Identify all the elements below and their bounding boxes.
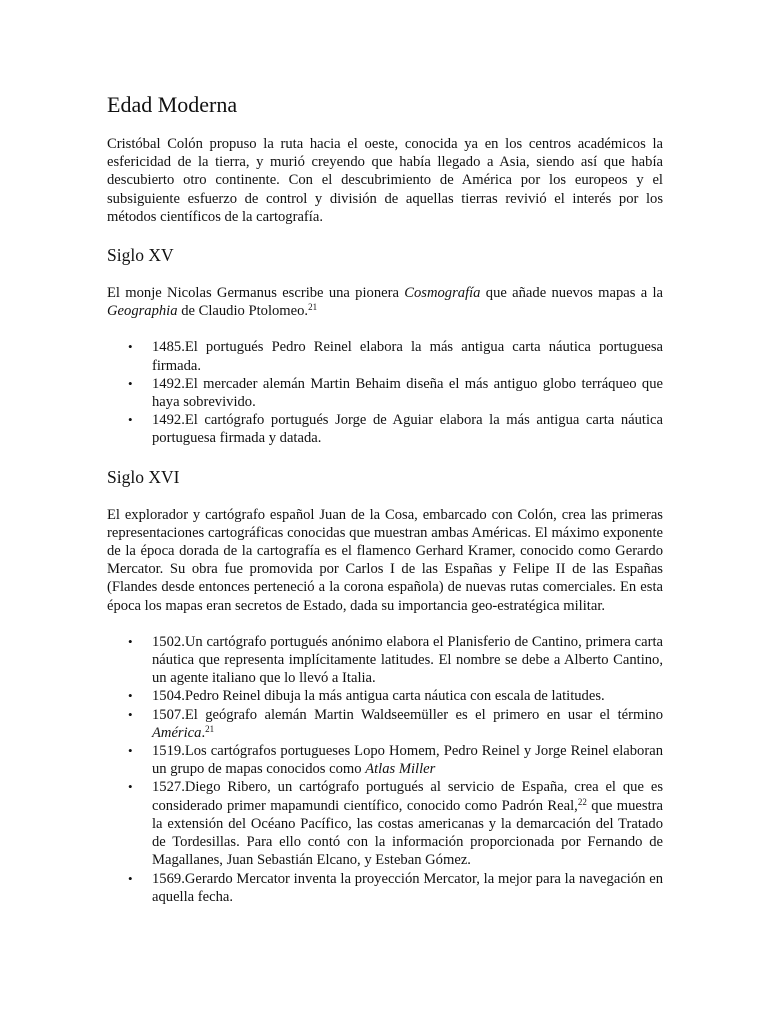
emphasis-cosmografia: Cosmografía bbox=[404, 285, 481, 302]
section-heading-siglo-xvi: Siglo XVI bbox=[107, 466, 180, 487]
bullet-icon: • bbox=[128, 633, 133, 649]
list-item bbox=[107, 706, 663, 742]
text-run: 1519.Los cartógrafos portugueses Lopo Homem, Pedro Reinel y Jorge Reinel elaboran un grupo de mapas conocidos como bbox=[152, 743, 663, 778]
siglo-xvi-paragraph: El explorador y cartógrafo español Juan de la Cosa, embarcado con Colón, crea las primeras representaciones cartográficas conocidas que muestran ambas Américas. El máximo exponente de la época dorada de la cartografía es el flamenco Gerhard Kramer, conocido como Gerardo Mercator. Su obra fue promovida por Carlos I de las Españas y Felipe II de las Españas (Flandes desde entonces perteneció a la corona española) de nuevas rutas comerciales. En esta época los mapas eran secretos de Estado, dada su importancia geo-estratégica militar. bbox=[107, 506, 663, 614]
list-item-text: 1504.Pedro Reinel dibuja la más antigua carta náutica con escala de latitudes. bbox=[152, 688, 605, 705]
list-item bbox=[107, 687, 663, 705]
emphasis-america: América bbox=[152, 724, 202, 741]
siglo-xv-paragraph bbox=[107, 284, 663, 320]
list-item-text: 1485.El portugués Pedro Reinel elabora la más antigua carta náutica portuguesa firmada. bbox=[152, 339, 663, 374]
bullet-icon: • bbox=[128, 688, 133, 704]
intro-paragraph: Cristóbal Colón propuso la ruta hacia el oeste, conocida ya en los centros académicos la esfericidad de la tierra, y murió creyendo que había llegado a Asia, siendo así que había descubierto otro continente. Con el descubrimiento de América por los europeos y el subsiguiente esfuerzo de control y división de aquellas tierras revivió el interés por los métodos científicos de la cartografía. bbox=[107, 136, 663, 225]
text-run: El monje Nicolas Germanus escribe una pionera bbox=[107, 285, 405, 302]
page-title: Edad Moderna bbox=[107, 92, 238, 117]
siglo-xvi-list bbox=[107, 633, 663, 906]
list-item bbox=[107, 411, 663, 447]
emphasis-geographia: Geographia bbox=[107, 303, 178, 320]
text-run: . bbox=[201, 724, 206, 741]
emphasis-atlas-miller: Atlas Miller bbox=[365, 761, 436, 778]
list-item bbox=[107, 633, 663, 688]
list-item-text: 1502.Un cartógrafo portugués anónimo elabora el Planisferio de Cantino, primera carta náutica que representa implícitamente latitudes. El nombre se debe a Alberto Cantino, un agente italiano que lo llevó a Italia. bbox=[152, 633, 663, 687]
bullet-icon: • bbox=[128, 743, 133, 759]
section-heading-siglo-xv: Siglo XV bbox=[107, 245, 174, 266]
bullet-icon: • bbox=[128, 779, 133, 795]
text-run: 1527.Diego Ribero, un cartógrafo portugués al servicio de España, crea el que es considerado primer mapamundi científico, conocido como Padrón Real, bbox=[152, 779, 663, 814]
list-item-text: 1492.El mercader alemán Martin Behaim diseña el más antiguo globo terráqueo que haya sobrevivido. bbox=[152, 375, 663, 411]
list-item bbox=[107, 742, 663, 778]
document-page bbox=[107, 92, 663, 924]
bullet-icon: • bbox=[128, 375, 133, 391]
bullet-icon: • bbox=[128, 412, 133, 428]
bullet-icon: • bbox=[128, 706, 133, 722]
list-item bbox=[107, 870, 663, 906]
bullet-icon: • bbox=[128, 870, 133, 886]
list-item bbox=[107, 375, 663, 411]
list-item-text: 1492.El cartógrafo portugués Jorge de Aguiar elabora la más antigua carta náutica portuguesa firmada y datada. bbox=[152, 412, 663, 447]
siglo-xv-list bbox=[107, 338, 663, 447]
bullet-icon: • bbox=[128, 339, 133, 355]
text-run: que muestra la extensión del Océano Pacífico, las costas americanas y la demarcación del Tratado de Tordesillas. Para ello contó con la información proporcionada por Fernando de Magallanes, Juan Sebastián Elcano, y Esteban Gómez. bbox=[152, 797, 663, 869]
list-item-text: 1569.Gerardo Mercator inventa la proyección Mercator, la mejor para la navegación en aquella fecha. bbox=[152, 870, 663, 905]
text-run: que añade nuevos mapas a la bbox=[480, 285, 664, 302]
footnote-ref-21: 21 bbox=[205, 723, 215, 734]
footnote-ref-21: 21 bbox=[308, 302, 318, 313]
footnote-ref-22: 22 bbox=[577, 796, 587, 807]
list-item bbox=[107, 338, 663, 374]
text-run: 1507.El geógrafo alemán Martin Waldseemüller es el primero en usar el término bbox=[152, 706, 663, 723]
list-item bbox=[107, 778, 663, 869]
text-run: de Claudio Ptolomeo. bbox=[177, 303, 309, 320]
